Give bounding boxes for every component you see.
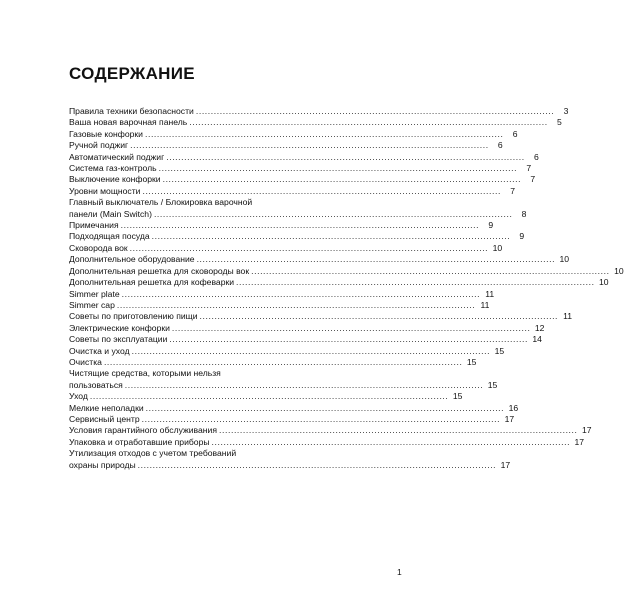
page-number: 1 [397, 567, 402, 577]
toc-entry-page: 6 [512, 128, 518, 139]
toc-leader-dots: ........................................................................................................................ [120, 220, 480, 231]
toc-entry-title: Электрические конфорки [69, 322, 170, 333]
toc-entry-title: пользоваться [69, 379, 123, 390]
toc-entry-page: 6 [533, 151, 539, 162]
toc-leader-dots: ........................................................................................................................ [199, 311, 559, 322]
toc-entry-page: 15 [466, 356, 477, 367]
toc-entry [69, 106, 569, 117]
toc-leader-dots: ........................................................................................................................ [196, 254, 556, 265]
toc-entry [69, 265, 624, 277]
toc-entry-title: Мелкие неполадки [69, 402, 144, 413]
toc-entry-page: 15 [487, 379, 498, 390]
toc-entry-page: 7 [526, 163, 532, 174]
toc-entry-page: 10 [559, 254, 570, 265]
toc-leader-dots: ........................................................................................................................ [251, 265, 610, 276]
toc-entry-page: 7 [510, 185, 515, 196]
toc-leader-dots: ........................................................................................................................ [137, 459, 497, 470]
toc-entry-title-line: Чистящие средства, которыми нельзя [69, 368, 221, 379]
toc-entry [69, 231, 525, 242]
toc-leader-dots: ........................................................................................................................ [124, 379, 484, 390]
toc-leader-dots: ........................................................................................................................ [153, 208, 513, 219]
toc-entry-page: 9 [488, 220, 494, 231]
toc-entry-title: Автоматический поджиг [69, 151, 165, 162]
toc-entry-title: Уровни мощности [69, 185, 141, 196]
toc-entry [69, 425, 592, 436]
toc-entry-page: 11 [485, 288, 495, 299]
toc-entry-title-line: Утилизация отходов с учетом требований [69, 448, 237, 459]
toc-leader-dots: ........................................................................................................................ [195, 106, 555, 116]
toc-leader-dots: ........................................................................................................................ [141, 413, 501, 424]
toc-entry-title: Ручной поджиг [69, 140, 129, 151]
toc-entry-page: 15 [494, 345, 505, 356]
toc-leader-dots: ........................................................................................................................ [89, 391, 449, 402]
toc-leader-dots: ........................................................................................................................ [166, 151, 525, 162]
toc-leader-dots: ........................................................................................................................ [158, 163, 518, 174]
toc-entry-page: 7 [530, 174, 536, 185]
toc-leader-dots: ........................................................................................................................ [144, 128, 504, 139]
toc-entry [69, 311, 573, 322]
toc-entry-title: Условия гарантийного обслуживания [69, 425, 217, 436]
toc-entry-page: 17 [500, 459, 511, 470]
toc-entry-title: Дополнительная решетка для кофеварки [69, 277, 235, 288]
toc-entry-title: панели (Main Switch) [69, 208, 152, 219]
toc-leader-dots: ........................................................................................................................ [116, 299, 476, 310]
toc-entry [69, 197, 527, 220]
toc-entry-page: 3 [563, 106, 569, 116]
toc-entry-title: Очистка и уход [69, 345, 130, 356]
toc-entry-title: Дополнительное оборудование [69, 254, 195, 265]
table-of-contents [69, 106, 624, 471]
toc-entry-title: Примечания [69, 220, 119, 231]
toc-entry [69, 402, 519, 414]
toc-leader-dots: ........................................................................................................................ [151, 231, 511, 242]
toc-leader-dots: ........................................................................................................................ [131, 345, 491, 356]
toc-entry-title: Газовые конфорки [69, 128, 143, 139]
toc-entry [69, 299, 490, 311]
toc-entry-page: 10 [492, 242, 503, 253]
toc-entry [69, 334, 542, 345]
toc-leader-dots: ........................................................................................................................ [103, 356, 463, 367]
toc-leader-dots: ........................................................................................................................ [236, 277, 595, 288]
toc-entry-page: 9 [519, 231, 525, 242]
toc-entry-page: 10 [599, 277, 609, 288]
toc-leader-dots: ........................................................................................................................ [142, 185, 501, 196]
toc-entry [69, 345, 505, 357]
toc-entry-page: 16 [508, 402, 519, 413]
toc-entry-page: 17 [504, 413, 515, 424]
toc-entry-page: 6 [497, 140, 503, 151]
toc-entry [69, 413, 515, 425]
toc-leader-dots: ........................................................................................................................ [145, 402, 505, 413]
toc-entry-title: охраны природы [69, 459, 136, 470]
page-title: СОДЕРЖАНИЕ [69, 64, 195, 83]
toc-entry [69, 151, 539, 163]
toc-entry-title: Сковорода вок [69, 242, 128, 253]
toc-entry-page: 10 [614, 265, 624, 276]
toc-entry-title: Уход [69, 391, 88, 402]
toc-entry-title: Сервисный центр [69, 413, 140, 424]
toc-entry-title: Советы по эксплуатации [69, 334, 168, 345]
toc-entry-title: Советы по приготовлению пищи [69, 311, 198, 322]
toc-entry-title: Simmer cap [69, 299, 115, 310]
toc-entry [69, 277, 609, 288]
toc-entry [69, 448, 511, 471]
toc-entry-title: Дополнительная решетка для сковороды вок [69, 265, 250, 276]
toc-entry-title: Ваша новая варочная панель [69, 117, 188, 128]
toc-entry-title: Система газ-контроль [69, 163, 157, 174]
toc-entry-page: 5 [556, 117, 562, 128]
toc-entry [69, 140, 503, 151]
toc-entry-page: 8 [521, 208, 527, 219]
toc-entry-page: 17 [574, 436, 585, 447]
toc-entry-page: 15 [452, 391, 463, 402]
toc-leader-dots: ........................................................................................................................ [169, 334, 528, 345]
toc-entry-page: 14 [532, 334, 542, 345]
toc-entry [69, 436, 585, 448]
toc-entry-title: Simmer plate [69, 288, 120, 299]
toc-entry [69, 174, 536, 185]
toc-leader-dots: ........................................................................................................................ [162, 174, 522, 185]
toc-leader-dots: ........................................................................................................................ [129, 242, 489, 253]
toc-entry [69, 128, 518, 140]
toc-leader-dots: ........................................................................................................................ [189, 117, 548, 128]
toc-entry-page: 12 [534, 322, 545, 333]
toc-entry-title-line: Главный выключатель / Блокировка варочной [69, 197, 253, 208]
toc-entry [69, 220, 494, 231]
toc-entry [69, 185, 515, 197]
toc-entry-page: 11 [563, 311, 573, 322]
toc-leader-dots: ........................................................................................................................ [171, 322, 531, 333]
toc-entry [69, 242, 503, 254]
toc-entry-title: Очистка [69, 356, 102, 367]
toc-leader-dots: ........................................................................................................................ [121, 288, 481, 299]
toc-entry-page: 17 [581, 425, 592, 436]
toc-entry [69, 368, 498, 391]
toc-entry-title: Выключение конфорки [69, 174, 161, 185]
toc-entry-title: Правила техники безопасности [69, 106, 194, 116]
toc-entry [69, 356, 477, 368]
toc-entry [69, 117, 562, 128]
toc-entry [69, 163, 532, 174]
toc-leader-dots: ........................................................................................................................ [130, 140, 489, 151]
toc-entry [69, 254, 570, 265]
toc-entry [69, 322, 545, 334]
toc-leader-dots: ........................................................................................................................ [219, 425, 578, 436]
toc-entry [69, 288, 495, 300]
toc-entry-title: Упаковка и отработавшие приборы [69, 436, 210, 447]
toc-entry-page: 11 [480, 299, 490, 310]
toc-entry-title: Подходящая посуда [69, 231, 150, 242]
toc-entry [69, 391, 463, 402]
toc-leader-dots: ........................................................................................................................ [211, 436, 571, 447]
